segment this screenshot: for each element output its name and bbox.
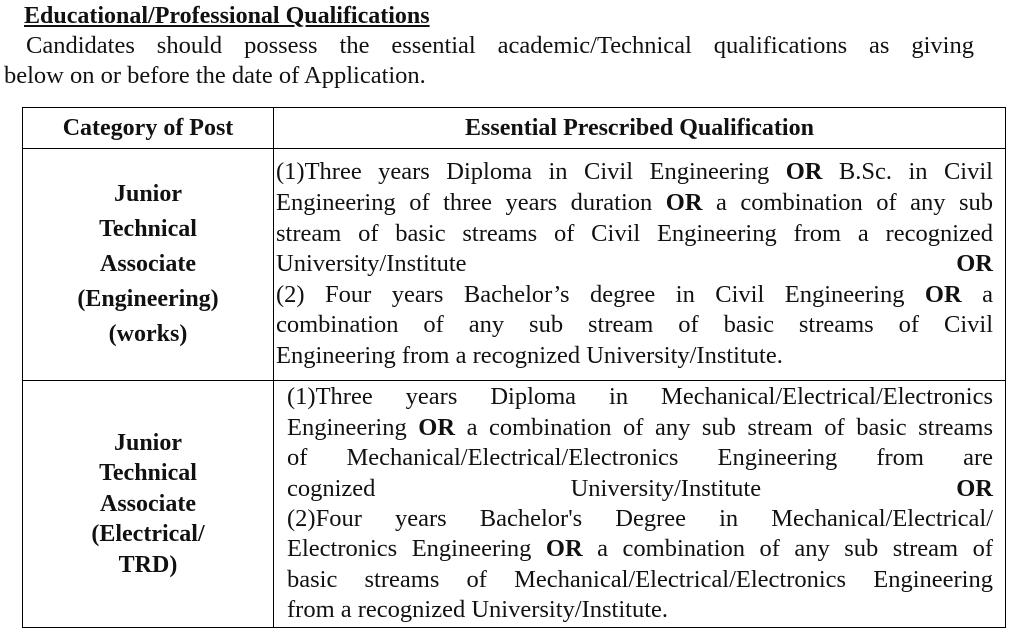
post-category-line: Associate xyxy=(100,251,196,277)
qualification-text: Engineering xyxy=(287,413,419,441)
qualification-line xyxy=(276,280,993,311)
qualification-table xyxy=(22,107,1006,628)
post-category-cell xyxy=(23,381,274,628)
qualification-line xyxy=(287,534,993,564)
qualification-line xyxy=(276,341,993,372)
qualification-text: basic streams of Mechanical/Electrical/Electronics Engineering xyxy=(287,565,993,593)
qualification-line xyxy=(287,413,993,443)
qualification-cell xyxy=(274,149,1006,381)
table-header-row xyxy=(23,108,1006,149)
or-keyword: OR xyxy=(545,535,583,563)
qualification-text: of Mechanical/Electrical/Electronics Engineering from are xyxy=(287,444,993,472)
qualification-line xyxy=(287,565,993,595)
post-category-line: Junior xyxy=(113,429,182,456)
qualification-text: Engineering from a recognized University/Institute. xyxy=(276,341,783,369)
or-keyword: OR xyxy=(665,189,703,217)
qualification-text: (2)Four years Bachelor's Degree in Mechanical/Electrical/ xyxy=(287,505,993,532)
qualification-text: cognized University/Institute xyxy=(287,474,957,502)
qualification-line xyxy=(276,188,993,219)
qualification-line xyxy=(287,443,993,473)
post-category-line: (Engineering) xyxy=(77,286,219,312)
qualification-text: a xyxy=(961,280,993,308)
or-keyword: OR xyxy=(956,250,993,278)
qualification-line xyxy=(287,382,993,412)
header-essential-qualification: Essential Prescribed Qualification xyxy=(274,108,1006,149)
qualification-text: a combination of any sub xyxy=(702,189,993,217)
post-category-line: Associate xyxy=(100,490,196,517)
qualification-text: (1)Three years Diploma in Civil Engineering xyxy=(276,158,786,186)
qualification-text: (2) Four years Bachelor’s degree in Civil Engineering xyxy=(276,280,925,308)
qualification-text: from a recognized University/Institute. xyxy=(287,596,668,624)
qualification-line xyxy=(276,310,993,341)
qualification-line xyxy=(276,249,993,280)
post-category-line: (Electrical/ xyxy=(91,521,205,548)
intro-paragraph xyxy=(4,31,974,91)
table-row xyxy=(23,381,1006,628)
intro-line-1: Candidates should possess the essential academic/Technical qualifications as giving xyxy=(26,32,974,59)
or-keyword: OR xyxy=(924,280,962,308)
qualification-text: a combination of any sub stream of xyxy=(582,535,993,563)
post-category-line: TRD) xyxy=(118,551,178,578)
post-category-line: Technical xyxy=(99,460,197,487)
intro-line-2: below on or before the date of Application. xyxy=(4,62,426,89)
qualification-line xyxy=(287,595,993,625)
qualification-line xyxy=(287,474,993,504)
qualification-line xyxy=(276,219,993,250)
qualification-line xyxy=(276,157,993,188)
post-category-line: Junior xyxy=(113,181,182,207)
or-keyword: OR xyxy=(418,413,456,441)
section-heading: Educational/Professional Qualifications xyxy=(24,3,430,29)
qualification-text: Engineering of three years duration xyxy=(276,189,666,217)
qualification-line xyxy=(287,504,993,534)
qualification-text: Electronics Engineering xyxy=(287,535,546,563)
qualification-text: University/Institute xyxy=(276,250,957,278)
or-keyword: OR xyxy=(956,474,993,502)
qualification-text: B.Sc. in Civil xyxy=(822,158,993,186)
qualification-text: (1)Three years Diploma in Mechanical/Electrical/Electronics xyxy=(287,383,993,411)
table-row xyxy=(23,149,1006,381)
qualification-text: stream of basic streams of Civil Engineering from a recognized xyxy=(276,219,993,247)
qualification-text: combination of any sub stream of basic streams of Civil xyxy=(276,311,993,339)
or-keyword: OR xyxy=(785,158,823,186)
qualification-text: a combination of any sub stream of basic streams xyxy=(455,413,993,441)
header-category-of-post: Category of Post xyxy=(23,108,274,149)
post-category-cell xyxy=(23,149,274,381)
post-category-line: (works) xyxy=(108,321,188,347)
qualification-cell xyxy=(274,381,1006,628)
post-category-line: Technical xyxy=(99,216,197,242)
